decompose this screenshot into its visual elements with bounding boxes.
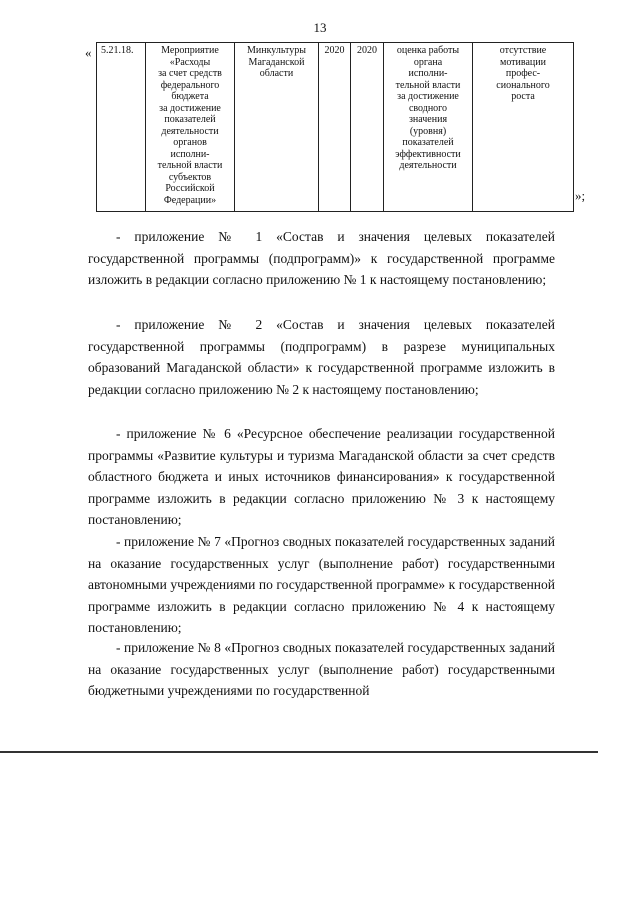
year-end-cell: [351, 43, 384, 212]
expected-result: оценка работы органа исполни- тельной власти за достижение сводного значения (уровня) показателей эффективности деятельности: [395, 45, 461, 171]
non-implementation-risk: отсутствие мотивации профес- сионального роста: [496, 45, 550, 102]
executor-name: Минкультуры Магаданской области: [247, 45, 306, 79]
closing-quote: »;: [575, 188, 586, 203]
table-row: [97, 43, 574, 212]
page-number: 13: [313, 20, 327, 35]
year-start-cell: [319, 43, 351, 212]
risk-cell: [473, 43, 574, 212]
footer-divider: [0, 751, 598, 753]
program-table: [96, 42, 574, 212]
year-end: 2020: [357, 45, 377, 56]
opening-quote: «: [85, 45, 92, 60]
paragraph-appendix-2: - приложение № 2 «Состав и значения целевых показателей государственной программы (подпрограмм) в разрезе муниципальных образований Магаданской области» к государственной программе изложить в редакции согласно приложению № 2 к настоящему постановлению;: [88, 317, 555, 397]
paragraph-appendix-1: - приложение № 1 «Состав и значения целевых показателей государственной программы (подпрограмм)» к государственной программе изложить в редакции согласно приложению № 1 к настоящему постановлению;: [88, 229, 555, 287]
paragraph-appendix-8: - приложение № 8 «Прогноз сводных показателей государственных заданий на оказание государственных услуг (выполнение работ) государственными бюджетными учреждениями по государственной: [88, 640, 555, 698]
event-cell: [146, 43, 235, 212]
row-number: 5.21.18.: [101, 45, 134, 56]
row-number-cell: [97, 43, 146, 212]
year-start: 2020: [324, 45, 345, 56]
paragraph-appendix-6: - приложение № 6 «Ресурсное обеспечение реализации государственной программы «Развитие культуры и туризма Магаданской области за счет средств областного бюджета и иных источников финансирования» к государственной программе изложить в редакции согласно приложению № 3 к настоящему постановлению;: [88, 426, 555, 527]
paragraph-appendix-7: - приложение № 7 «Прогноз сводных показателей государственных заданий на оказание государственных услуг (выполнение работ) государственными автономными учреждениями по государственной программе» к государственной программе изложить в редакции согласно приложению № 4 к настоящему постановлению;: [88, 534, 555, 635]
executor-cell: [235, 43, 319, 212]
event-name: Мероприятие «Расходы за счет средств федерального бюджета за достижение показателей деятельности органов исполни- тельной власти субъектов Российской Федерации»: [157, 45, 223, 206]
result-cell: [384, 43, 473, 212]
